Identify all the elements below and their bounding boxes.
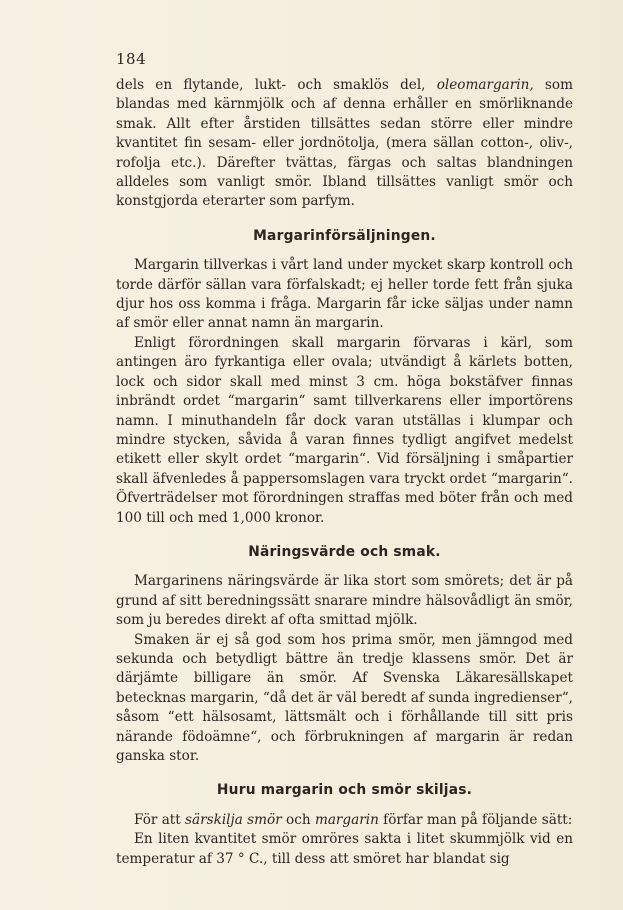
paragraph <box>116 811 573 830</box>
intro-text-1: dels en flytande, lukt- och smaklös del, <box>116 77 437 93</box>
section-heading-huru-margarin: Huru margarin och smör skiljas. <box>216 782 473 799</box>
section-heading-margarinforsaljningen: Margarinförsäljningen. <box>253 227 436 244</box>
paragraph: En liten kvantitet smör omröres sakta i litet skummjölk vid en temperatur af 37 ° C., till dess att smöret har blandat sig <box>116 831 573 867</box>
paragraph: Smaken är ej så god som hos prima smör, men jämngod med sekunda och betydligt bättre än tredje klassens smör. Det är därjämte billigare än smör. Af Svenska Läkaresällskapet betecknas margarin, “då det är väl beredt af sunda ingredienser“, såsom “ett hälsosamt, lättsmält och i förhållande till sitt pris närande födoämne“, och förbrukningen af margarin är redan ganska stor. <box>116 631 573 764</box>
text-span: förfar man på följande sätt: <box>378 811 573 828</box>
italic-span: margarin <box>314 811 379 828</box>
paragraph: Enligt förordningen skall margarin förvaras i kärl, som antingen äro fyrkantiga eller ovala; utvändigt å kärlets botten, lock och sidor skall med minst 3 cm. höga bokstäfver finnas inbrändt ordet “margarin“ samt tillverkarens eller importörens namn. I minuthandeln får dock varan utställas i klumpar och mindre stycken, såvida å varan finnes tydligt angifvet medelst etikett eller skylt ordet “margarin“. Vid försäljning i småpartier skall äfvenledes å pappersomslagen vara tryckt ordet “margarin“. Öfverträdelser mot förordningen straffas med böter från och med 100 till och med 1,000 kronor. <box>116 334 573 526</box>
section-heading-naringsvarde: Näringsvärde och smak. <box>248 543 441 560</box>
body-text <box>116 76 573 869</box>
paragraph: Margarin tillverkas i vårt land under mycket skarp kontroll och torde därför sällan vara förfalskadt; ej heller torde fett från sjuka djur hos oss komma i fråga. Margarin får icke säljas under namn af smör eller annat namn än margarin. <box>116 257 573 332</box>
intro-paragraph <box>116 76 573 212</box>
paragraph: Margarinens näringsvärde är lika stort som smörets; det är på grund af sitt beredningssätt snarare mindre hälsovådligt än smör, som ju beredes direkt af ofta smittad mjölk. <box>116 573 573 629</box>
intro-text-2: som blandas med kärnmjölk och af denna erhåller en smörliknande smak. Allt efter årstiden tillsättes sedan större eller mindre kvantitet fin sesam- eller jordnötolja, (mera sällan cotton-, oliv-, rofolja etc.). Därefter tvättas, färgas och saltas blandningen alldeles som vanligt smör. Ibland tillsättes vanligt smör och konstgjorda eterarter som parfym. <box>116 77 573 210</box>
page-number: 184 <box>116 50 147 68</box>
italic-span: särskilja smör <box>185 811 282 828</box>
intro-italic: oleomargarin, <box>436 77 534 93</box>
text-span: och <box>281 811 315 828</box>
text-span: För att <box>134 811 186 828</box>
